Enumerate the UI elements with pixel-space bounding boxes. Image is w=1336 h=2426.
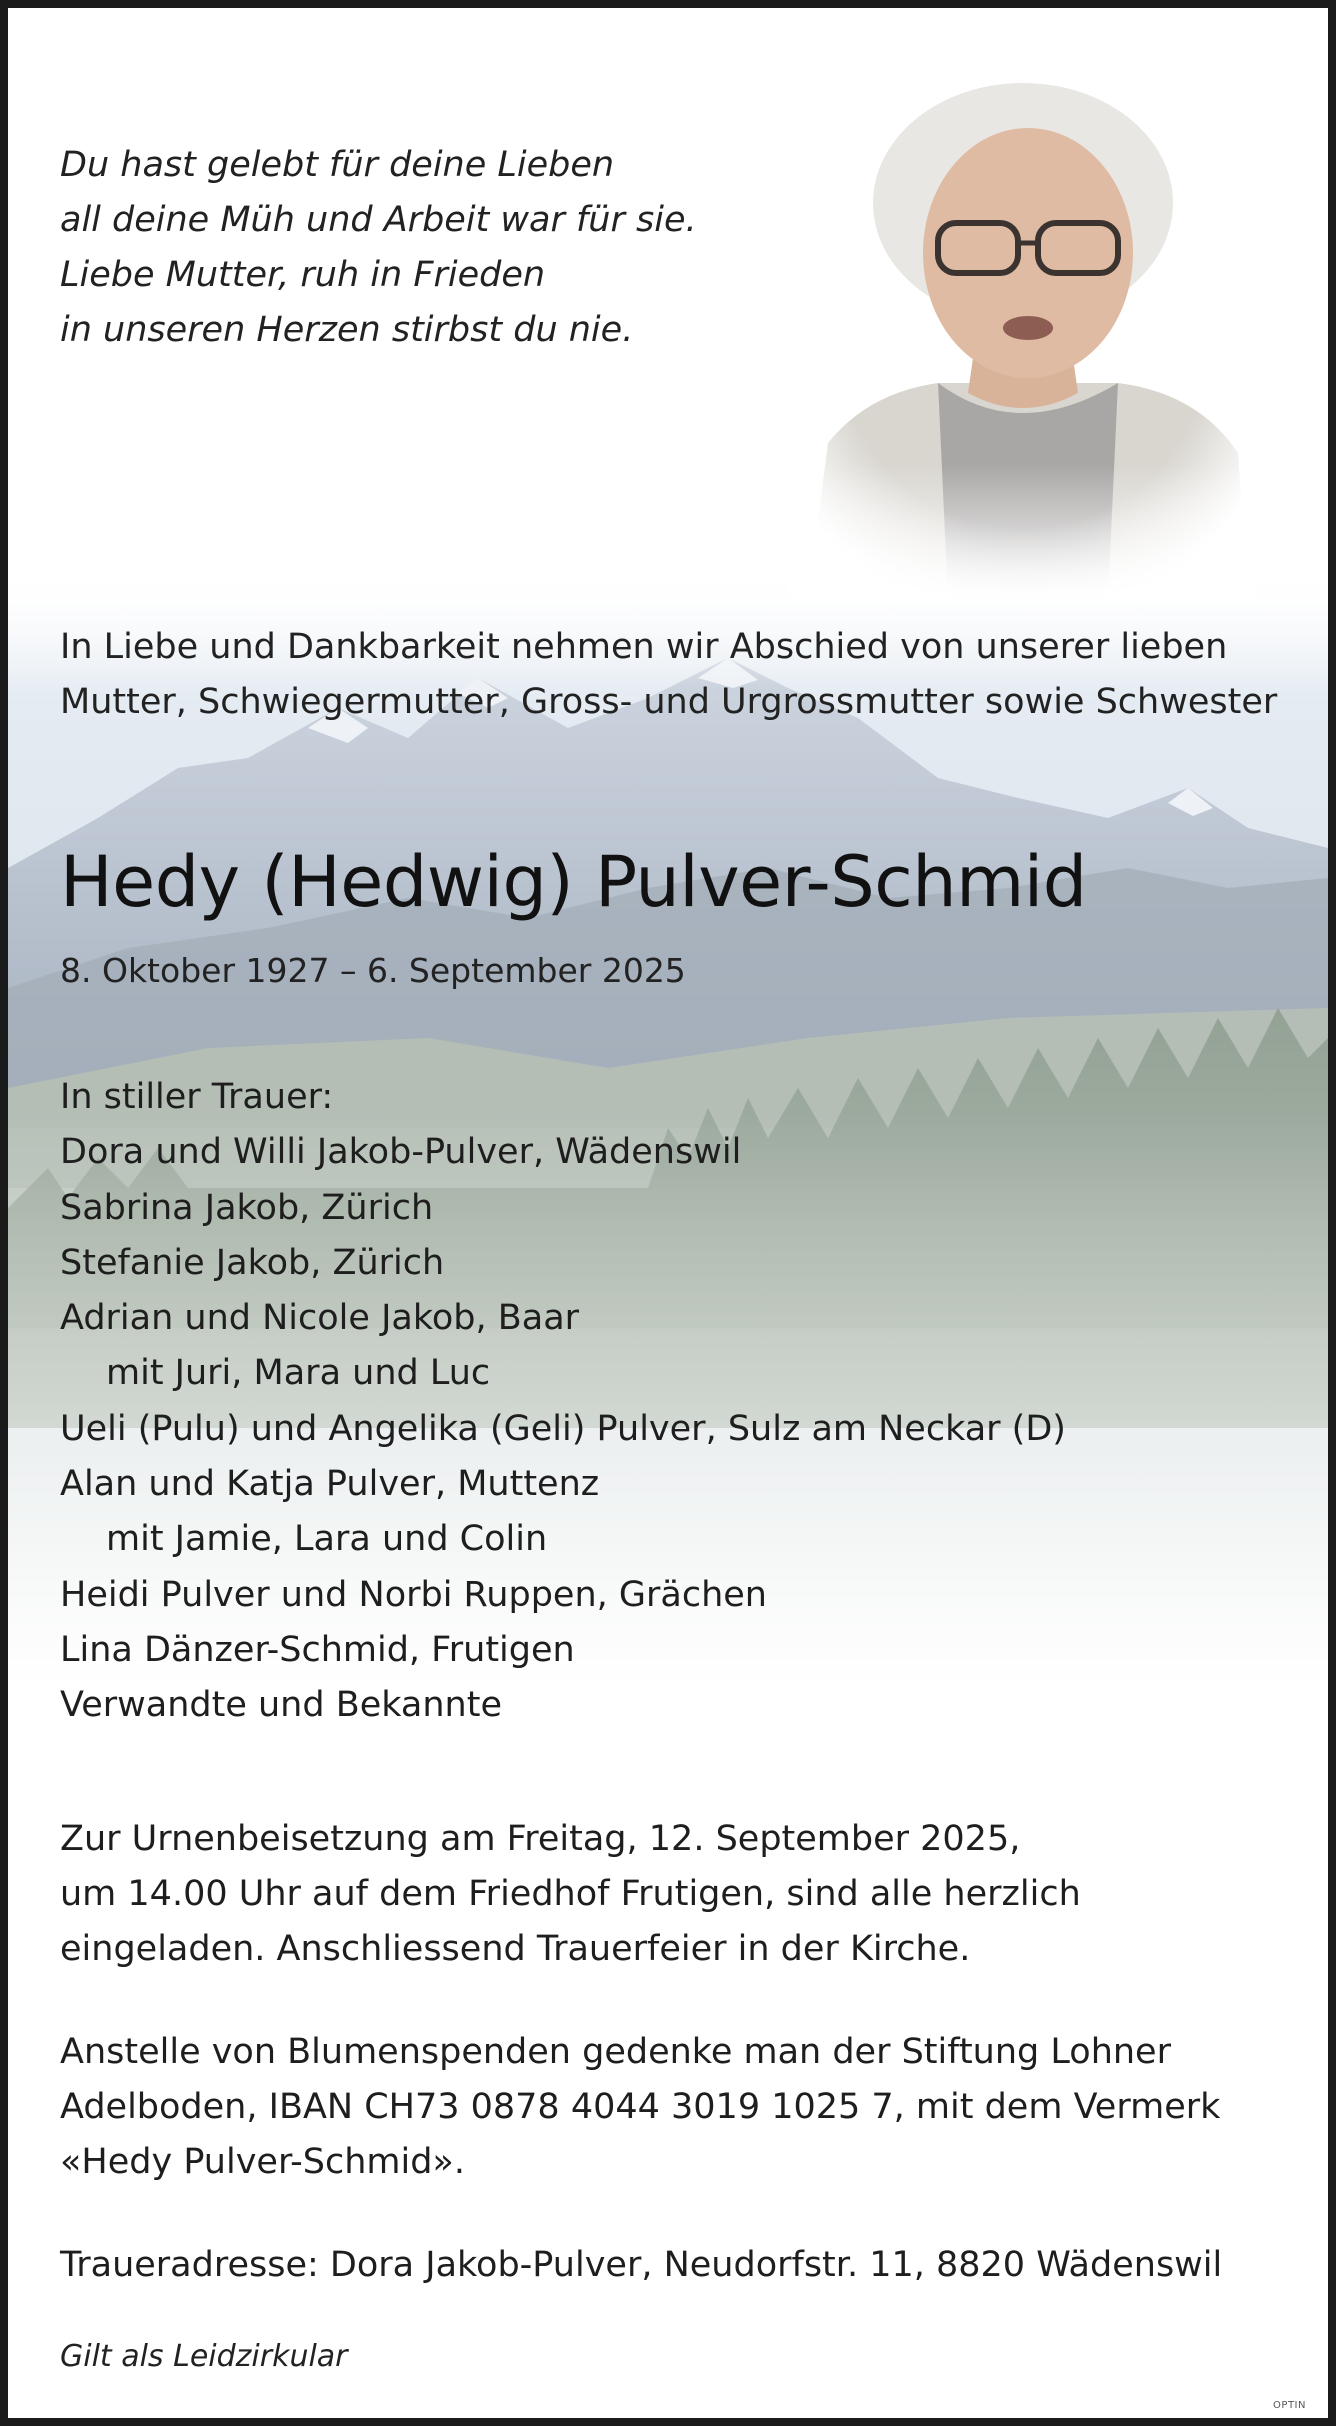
portrait-photo <box>788 63 1258 598</box>
poem-line: Du hast gelebt für deine Lieben <box>60 145 615 185</box>
donation-line: «Hedy Pulver-Schmid». <box>60 2142 465 2182</box>
mourner-line: Sabrina Jakob, Zürich <box>60 1187 434 1228</box>
intro-text: In Liebe und Dankbarkeit nehmen wir Abschied von unserer lieben Mutter, Schwiegermutter, Gross- und Urgrossmutter sowie Schwester <box>60 627 1278 722</box>
mourners-heading: In stiller Trauer: <box>60 1077 334 1117</box>
poem-line: Liebe Mutter, ruh in Frieden <box>60 255 546 295</box>
mourner-line: Ueli (Pulu) und Angelika (Geli) Pulver, Sulz am Neckar (D) <box>60 1408 1066 1449</box>
donation-info <box>60 2025 1220 2190</box>
mourner-line: Adrian und Nicole Jakob, Baar <box>60 1298 580 1339</box>
address-line: Traueradresse: Dora Jakob-Pulver, Neudorfstr. 11, 8820 Wädenswil <box>60 2245 1223 2285</box>
ceremony-line: um 14.00 Uhr auf dem Friedhof Frutigen, sind alle herzlich <box>60 1874 1081 1914</box>
mourner-line: Heidi Pulver und Norbi Ruppen, Grächen <box>60 1574 767 1615</box>
mourner-line: Stefanie Jakob, Zürich <box>60 1242 445 1283</box>
mourner-line: Lina Dänzer-Schmid, Frutigen <box>60 1629 575 1670</box>
circular-note: Gilt als Leidzirkular <box>60 2339 348 2374</box>
mourner-line: Dora und Willi Jakob-Pulver, Wädenswil <box>60 1132 742 1173</box>
poem <box>60 138 697 358</box>
publisher-credit: OPTIN <box>1273 2400 1306 2411</box>
deceased-name: Hedy (Hedwig) Pulver-Schmid <box>60 841 1087 923</box>
poem-line: in unseren Herzen stirbst du nie. <box>60 310 634 350</box>
mourner-line: mit Jamie, Lara und Colin <box>106 1519 548 1560</box>
mourner-line: Verwandte und Bekannte <box>60 1685 502 1726</box>
mourning-address <box>60 2238 1222 2293</box>
poem-line: all deine Müh und Arbeit war für sie. <box>60 200 697 240</box>
ceremony-line: Zur Urnenbeisetzung am Freitag, 12. September 2025, <box>60 1819 1021 1859</box>
donation-line: Anstelle von Blumenspenden gedenke man der Stiftung Lohner <box>60 2032 1171 2072</box>
ceremony-info <box>60 1812 1081 1977</box>
mourner-line: Alan und Katja Pulver, Muttenz <box>60 1464 600 1505</box>
mourners-list <box>60 1070 1066 1734</box>
donation-line: Adelboden, IBAN CH73 0878 4044 3019 1025 7, mit dem Vermerk <box>60 2087 1221 2127</box>
life-dates: 8. Oktober 1927 – 6. September 2025 <box>60 951 686 990</box>
mourner-line: mit Juri, Mara und Luc <box>106 1353 491 1394</box>
ceremony-line: eingeladen. Anschliessend Trauerfeier in der Kirche. <box>60 1929 971 1969</box>
